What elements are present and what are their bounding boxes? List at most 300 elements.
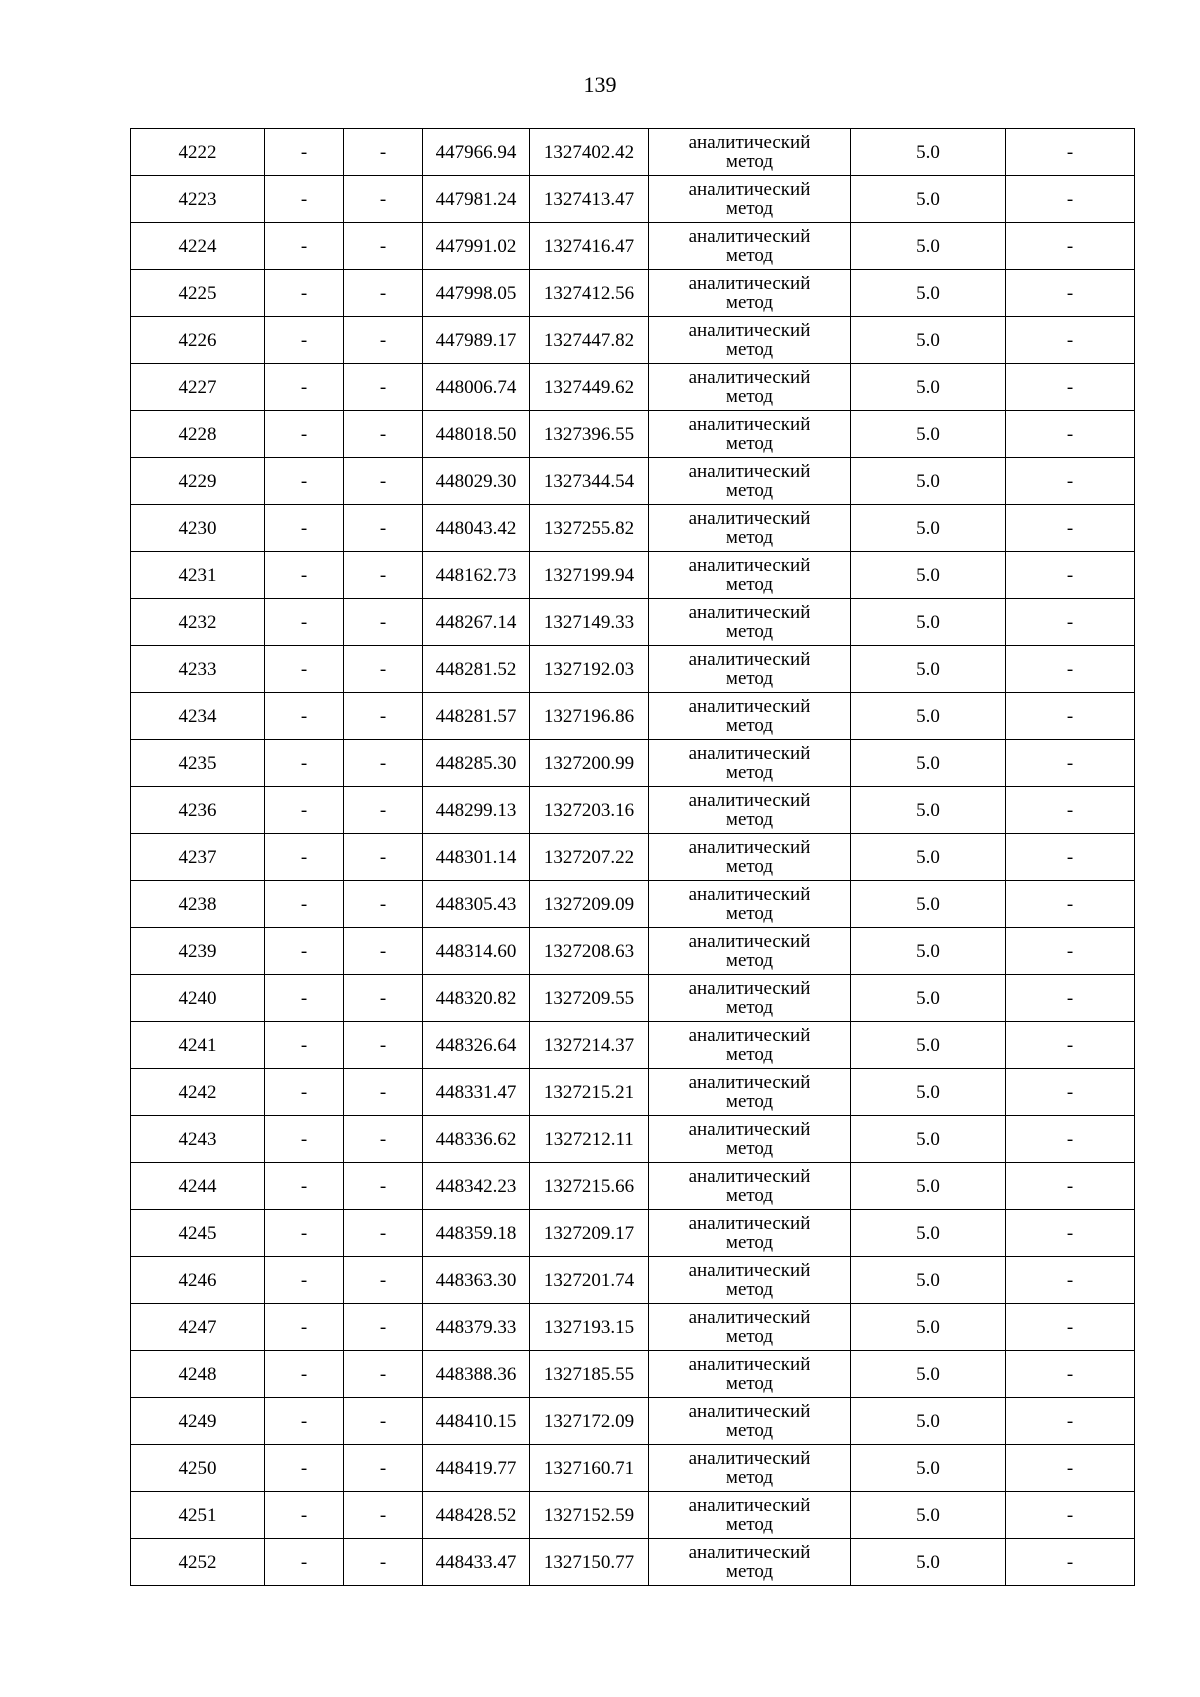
accuracy-cell: 5.0 [851, 1445, 1006, 1492]
y-coordinate-cell: 1327203.16 [530, 787, 649, 834]
table-row [131, 599, 1135, 646]
method-line-2: метод [725, 1326, 774, 1347]
y-coordinate-cell: 1327255.82 [530, 505, 649, 552]
method-line-1: аналитический [688, 226, 811, 247]
method-line-2: метод [725, 1138, 774, 1159]
x-coordinate-cell: 448299.13 [423, 787, 530, 834]
point-number-cell: 4239 [131, 928, 265, 975]
dash-cell: - [344, 693, 423, 740]
accuracy-cell: 5.0 [851, 552, 1006, 599]
method-cell [649, 599, 851, 646]
point-number-cell: 4229 [131, 458, 265, 505]
accuracy-cell: 5.0 [851, 1022, 1006, 1069]
method-cell [649, 787, 851, 834]
dash-cell: - [344, 129, 423, 176]
x-coordinate-cell: 448342.23 [423, 1163, 530, 1210]
x-coordinate-cell: 448305.43 [423, 881, 530, 928]
method-line-1: аналитический [688, 1166, 811, 1187]
dash-cell: - [1006, 458, 1135, 505]
dash-cell: - [265, 787, 344, 834]
point-number-cell: 4228 [131, 411, 265, 458]
point-number-cell: 4243 [131, 1116, 265, 1163]
method-line-1: аналитический [688, 1354, 811, 1375]
point-number-cell: 4224 [131, 223, 265, 270]
x-coordinate-cell: 448006.74 [423, 364, 530, 411]
method-cell [649, 1304, 851, 1351]
method-line-1: аналитический [688, 1307, 811, 1328]
dash-cell: - [1006, 1257, 1135, 1304]
dash-cell: - [1006, 411, 1135, 458]
method-line-2: метод [725, 527, 774, 548]
table-row [131, 1492, 1135, 1539]
method-line-2: метод [725, 668, 774, 689]
method-line-2: метод [725, 386, 774, 407]
y-coordinate-cell: 1327172.09 [530, 1398, 649, 1445]
method-line-1: аналитический [688, 1495, 811, 1516]
method-cell [649, 740, 851, 787]
point-number-cell: 4249 [131, 1398, 265, 1445]
y-coordinate-cell: 1327396.55 [530, 411, 649, 458]
y-coordinate-cell: 1327416.47 [530, 223, 649, 270]
point-number-cell: 4223 [131, 176, 265, 223]
x-coordinate-cell: 448281.57 [423, 693, 530, 740]
accuracy-cell: 5.0 [851, 1351, 1006, 1398]
point-number-cell: 4222 [131, 129, 265, 176]
dash-cell: - [265, 411, 344, 458]
table-row [131, 176, 1135, 223]
accuracy-cell: 5.0 [851, 975, 1006, 1022]
dash-cell: - [1006, 1539, 1135, 1586]
method-line-2: метод [725, 1561, 774, 1582]
dash-cell: - [1006, 1304, 1135, 1351]
table-row [131, 552, 1135, 599]
method-cell [649, 1351, 851, 1398]
dash-cell: - [344, 740, 423, 787]
dash-cell: - [344, 1351, 423, 1398]
method-cell [649, 1539, 851, 1586]
x-coordinate-cell: 448336.62 [423, 1116, 530, 1163]
method-line-1: аналитический [688, 790, 811, 811]
table-row [131, 411, 1135, 458]
method-cell [649, 1445, 851, 1492]
method-cell [649, 176, 851, 223]
point-number-cell: 4246 [131, 1257, 265, 1304]
method-line-1: аналитический [688, 273, 811, 294]
point-number-cell: 4236 [131, 787, 265, 834]
y-coordinate-cell: 1327199.94 [530, 552, 649, 599]
dash-cell: - [344, 458, 423, 505]
accuracy-cell: 5.0 [851, 270, 1006, 317]
dash-cell: - [344, 1116, 423, 1163]
dash-cell: - [265, 928, 344, 975]
accuracy-cell: 5.0 [851, 411, 1006, 458]
point-number-cell: 4247 [131, 1304, 265, 1351]
dash-cell: - [265, 1116, 344, 1163]
dash-cell: - [1006, 834, 1135, 881]
x-coordinate-cell: 447966.94 [423, 129, 530, 176]
y-coordinate-cell: 1327200.99 [530, 740, 649, 787]
method-line-1: аналитический [688, 743, 811, 764]
dash-cell: - [265, 1022, 344, 1069]
dash-cell: - [1006, 364, 1135, 411]
accuracy-cell: 5.0 [851, 834, 1006, 881]
dash-cell: - [1006, 1398, 1135, 1445]
dash-cell: - [344, 1304, 423, 1351]
method-cell [649, 505, 851, 552]
dash-cell: - [265, 646, 344, 693]
dash-cell: - [344, 1163, 423, 1210]
method-line-1: аналитический [688, 1260, 811, 1281]
method-line-1: аналитический [688, 1448, 811, 1469]
y-coordinate-cell: 1327344.54 [530, 458, 649, 505]
dash-cell: - [344, 505, 423, 552]
dash-cell: - [344, 176, 423, 223]
dash-cell: - [265, 458, 344, 505]
method-line-2: метод [725, 339, 774, 360]
method-line-2: метод [725, 621, 774, 642]
method-line-1: аналитический [688, 696, 811, 717]
table-row [131, 1304, 1135, 1351]
dash-cell: - [344, 552, 423, 599]
table-row [131, 787, 1135, 834]
dash-cell: - [344, 1445, 423, 1492]
method-line-1: аналитический [688, 414, 811, 435]
dash-cell: - [1006, 787, 1135, 834]
method-cell [649, 223, 851, 270]
table-row [131, 1069, 1135, 1116]
point-number-cell: 4227 [131, 364, 265, 411]
method-line-2: метод [725, 198, 774, 219]
y-coordinate-cell: 1327209.17 [530, 1210, 649, 1257]
method-line-2: метод [725, 950, 774, 971]
x-coordinate-cell: 448285.30 [423, 740, 530, 787]
dash-cell: - [344, 975, 423, 1022]
accuracy-cell: 5.0 [851, 176, 1006, 223]
x-coordinate-cell: 448267.14 [423, 599, 530, 646]
method-line-1: аналитический [688, 179, 811, 200]
y-coordinate-cell: 1327160.71 [530, 1445, 649, 1492]
dash-cell: - [1006, 599, 1135, 646]
table-row [131, 693, 1135, 740]
table-row [131, 129, 1135, 176]
table-row [131, 1257, 1135, 1304]
y-coordinate-cell: 1327413.47 [530, 176, 649, 223]
table-row [131, 975, 1135, 1022]
y-coordinate-cell: 1327412.56 [530, 270, 649, 317]
dash-cell: - [1006, 176, 1135, 223]
method-cell [649, 693, 851, 740]
accuracy-cell: 5.0 [851, 1257, 1006, 1304]
x-coordinate-cell: 448419.77 [423, 1445, 530, 1492]
dash-cell: - [265, 1539, 344, 1586]
method-line-1: аналитический [688, 1119, 811, 1140]
dash-cell: - [1006, 505, 1135, 552]
method-line-1: аналитический [688, 931, 811, 952]
dash-cell: - [1006, 129, 1135, 176]
y-coordinate-cell: 1327402.42 [530, 129, 649, 176]
dash-cell: - [1006, 1022, 1135, 1069]
method-line-1: аналитический [688, 461, 811, 482]
method-cell [649, 317, 851, 364]
method-line-1: аналитический [688, 132, 811, 153]
table-row [131, 317, 1135, 364]
dash-cell: - [344, 317, 423, 364]
accuracy-cell: 5.0 [851, 1069, 1006, 1116]
point-number-cell: 4235 [131, 740, 265, 787]
dash-cell: - [265, 881, 344, 928]
dash-cell: - [265, 317, 344, 364]
accuracy-cell: 5.0 [851, 928, 1006, 975]
y-coordinate-cell: 1327212.11 [530, 1116, 649, 1163]
method-line-1: аналитический [688, 508, 811, 529]
point-number-cell: 4226 [131, 317, 265, 364]
method-line-2: метод [725, 1467, 774, 1488]
accuracy-cell: 5.0 [851, 458, 1006, 505]
table-row [131, 1398, 1135, 1445]
coordinates-table-body [131, 129, 1135, 1586]
method-line-2: метод [725, 903, 774, 924]
table-row [131, 834, 1135, 881]
method-cell [649, 1163, 851, 1210]
point-number-cell: 4232 [131, 599, 265, 646]
dash-cell: - [265, 975, 344, 1022]
table-row [131, 1116, 1135, 1163]
dash-cell: - [1006, 646, 1135, 693]
dash-cell: - [1006, 1069, 1135, 1116]
accuracy-cell: 5.0 [851, 881, 1006, 928]
x-coordinate-cell: 448410.15 [423, 1398, 530, 1445]
method-line-1: аналитический [688, 555, 811, 576]
point-number-cell: 4234 [131, 693, 265, 740]
point-number-cell: 4238 [131, 881, 265, 928]
method-line-2: метод [725, 1420, 774, 1441]
point-number-cell: 4225 [131, 270, 265, 317]
method-line-1: аналитический [688, 320, 811, 341]
dash-cell: - [344, 223, 423, 270]
y-coordinate-cell: 1327196.86 [530, 693, 649, 740]
y-coordinate-cell: 1327149.33 [530, 599, 649, 646]
method-cell [649, 364, 851, 411]
dash-cell: - [344, 1210, 423, 1257]
method-cell [649, 646, 851, 693]
x-coordinate-cell: 448379.33 [423, 1304, 530, 1351]
dash-cell: - [265, 1257, 344, 1304]
point-number-cell: 4230 [131, 505, 265, 552]
point-number-cell: 4248 [131, 1351, 265, 1398]
method-line-2: метод [725, 1279, 774, 1300]
dash-cell: - [344, 411, 423, 458]
dash-cell: - [265, 1210, 344, 1257]
method-line-2: метод [725, 245, 774, 266]
dash-cell: - [265, 552, 344, 599]
table-row [131, 1445, 1135, 1492]
x-coordinate-cell: 448018.50 [423, 411, 530, 458]
dash-cell: - [344, 1257, 423, 1304]
method-cell [649, 881, 851, 928]
dash-cell: - [344, 1492, 423, 1539]
table-row [131, 505, 1135, 552]
table-row [131, 1022, 1135, 1069]
method-cell [649, 552, 851, 599]
dash-cell: - [344, 1539, 423, 1586]
y-coordinate-cell: 1327449.62 [530, 364, 649, 411]
x-coordinate-cell: 448301.14 [423, 834, 530, 881]
dash-cell: - [1006, 1163, 1135, 1210]
x-coordinate-cell: 448281.52 [423, 646, 530, 693]
dash-cell: - [344, 787, 423, 834]
method-line-1: аналитический [688, 602, 811, 623]
point-number-cell: 4245 [131, 1210, 265, 1257]
point-number-cell: 4242 [131, 1069, 265, 1116]
y-coordinate-cell: 1327207.22 [530, 834, 649, 881]
x-coordinate-cell: 448433.47 [423, 1539, 530, 1586]
dash-cell: - [265, 176, 344, 223]
point-number-cell: 4252 [131, 1539, 265, 1586]
x-coordinate-cell: 448043.42 [423, 505, 530, 552]
accuracy-cell: 5.0 [851, 646, 1006, 693]
method-line-2: метод [725, 856, 774, 877]
method-line-2: метод [725, 715, 774, 736]
dash-cell: - [1006, 270, 1135, 317]
dash-cell: - [344, 928, 423, 975]
dash-cell: - [265, 129, 344, 176]
x-coordinate-cell: 448428.52 [423, 1492, 530, 1539]
method-line-2: метод [725, 1091, 774, 1112]
table-row [131, 928, 1135, 975]
y-coordinate-cell: 1327192.03 [530, 646, 649, 693]
dash-cell: - [265, 1398, 344, 1445]
method-line-1: аналитический [688, 1542, 811, 1563]
y-coordinate-cell: 1327152.59 [530, 1492, 649, 1539]
method-cell [649, 1398, 851, 1445]
table-row [131, 740, 1135, 787]
accuracy-cell: 5.0 [851, 1116, 1006, 1163]
accuracy-cell: 5.0 [851, 787, 1006, 834]
y-coordinate-cell: 1327201.74 [530, 1257, 649, 1304]
method-line-1: аналитический [688, 1072, 811, 1093]
method-line-1: аналитический [688, 1213, 811, 1234]
method-line-2: метод [725, 762, 774, 783]
method-cell [649, 1210, 851, 1257]
x-coordinate-cell: 447981.24 [423, 176, 530, 223]
point-number-cell: 4250 [131, 1445, 265, 1492]
x-coordinate-cell: 448162.73 [423, 552, 530, 599]
method-cell [649, 270, 851, 317]
dash-cell: - [1006, 1210, 1135, 1257]
method-cell [649, 129, 851, 176]
dash-cell: - [344, 646, 423, 693]
accuracy-cell: 5.0 [851, 505, 1006, 552]
method-line-2: метод [725, 997, 774, 1018]
point-number-cell: 4231 [131, 552, 265, 599]
table-row [131, 458, 1135, 505]
method-cell [649, 1257, 851, 1304]
method-line-1: аналитический [688, 978, 811, 999]
x-coordinate-cell: 447989.17 [423, 317, 530, 364]
accuracy-cell: 5.0 [851, 1163, 1006, 1210]
y-coordinate-cell: 1327209.55 [530, 975, 649, 1022]
method-cell [649, 1069, 851, 1116]
dash-cell: - [1006, 552, 1135, 599]
x-coordinate-cell: 448331.47 [423, 1069, 530, 1116]
table-row [131, 646, 1135, 693]
point-number-cell: 4251 [131, 1492, 265, 1539]
x-coordinate-cell: 447991.02 [423, 223, 530, 270]
dash-cell: - [344, 1022, 423, 1069]
accuracy-cell: 5.0 [851, 599, 1006, 646]
dash-cell: - [265, 1304, 344, 1351]
dash-cell: - [1006, 1116, 1135, 1163]
dash-cell: - [265, 740, 344, 787]
dash-cell: - [1006, 1445, 1135, 1492]
accuracy-cell: 5.0 [851, 1539, 1006, 1586]
accuracy-cell: 5.0 [851, 1304, 1006, 1351]
method-line-1: аналитический [688, 1401, 811, 1422]
dash-cell: - [265, 270, 344, 317]
accuracy-cell: 5.0 [851, 223, 1006, 270]
accuracy-cell: 5.0 [851, 1210, 1006, 1257]
accuracy-cell: 5.0 [851, 129, 1006, 176]
method-cell [649, 458, 851, 505]
table-row [131, 364, 1135, 411]
accuracy-cell: 5.0 [851, 364, 1006, 411]
x-coordinate-cell: 447998.05 [423, 270, 530, 317]
accuracy-cell: 5.0 [851, 693, 1006, 740]
dash-cell: - [1006, 740, 1135, 787]
x-coordinate-cell: 448320.82 [423, 975, 530, 1022]
point-number-cell: 4237 [131, 834, 265, 881]
dash-cell: - [344, 881, 423, 928]
x-coordinate-cell: 448363.30 [423, 1257, 530, 1304]
dash-cell: - [265, 505, 344, 552]
coordinates-table [130, 128, 1135, 1586]
table-row [131, 881, 1135, 928]
method-line-2: метод [725, 433, 774, 454]
dash-cell: - [265, 1445, 344, 1492]
dash-cell: - [344, 599, 423, 646]
accuracy-cell: 5.0 [851, 1398, 1006, 1445]
x-coordinate-cell: 448388.36 [423, 1351, 530, 1398]
point-number-cell: 4241 [131, 1022, 265, 1069]
method-cell [649, 928, 851, 975]
method-line-2: метод [725, 1373, 774, 1394]
dash-cell: - [1006, 1351, 1135, 1398]
x-coordinate-cell: 448029.30 [423, 458, 530, 505]
method-cell [649, 975, 851, 1022]
method-cell [649, 411, 851, 458]
method-line-1: аналитический [688, 649, 811, 670]
table-row [131, 1210, 1135, 1257]
point-number-cell: 4240 [131, 975, 265, 1022]
method-line-1: аналитический [688, 837, 811, 858]
dash-cell: - [265, 1492, 344, 1539]
dash-cell: - [1006, 317, 1135, 364]
method-line-2: метод [725, 151, 774, 172]
point-number-cell: 4233 [131, 646, 265, 693]
dash-cell: - [344, 270, 423, 317]
dash-cell: - [344, 364, 423, 411]
x-coordinate-cell: 448359.18 [423, 1210, 530, 1257]
dash-cell: - [265, 1069, 344, 1116]
x-coordinate-cell: 448326.64 [423, 1022, 530, 1069]
y-coordinate-cell: 1327209.09 [530, 881, 649, 928]
dash-cell: - [265, 1163, 344, 1210]
method-line-2: метод [725, 1185, 774, 1206]
dash-cell: - [1006, 928, 1135, 975]
accuracy-cell: 5.0 [851, 317, 1006, 364]
y-coordinate-cell: 1327193.15 [530, 1304, 649, 1351]
method-cell [649, 1022, 851, 1069]
